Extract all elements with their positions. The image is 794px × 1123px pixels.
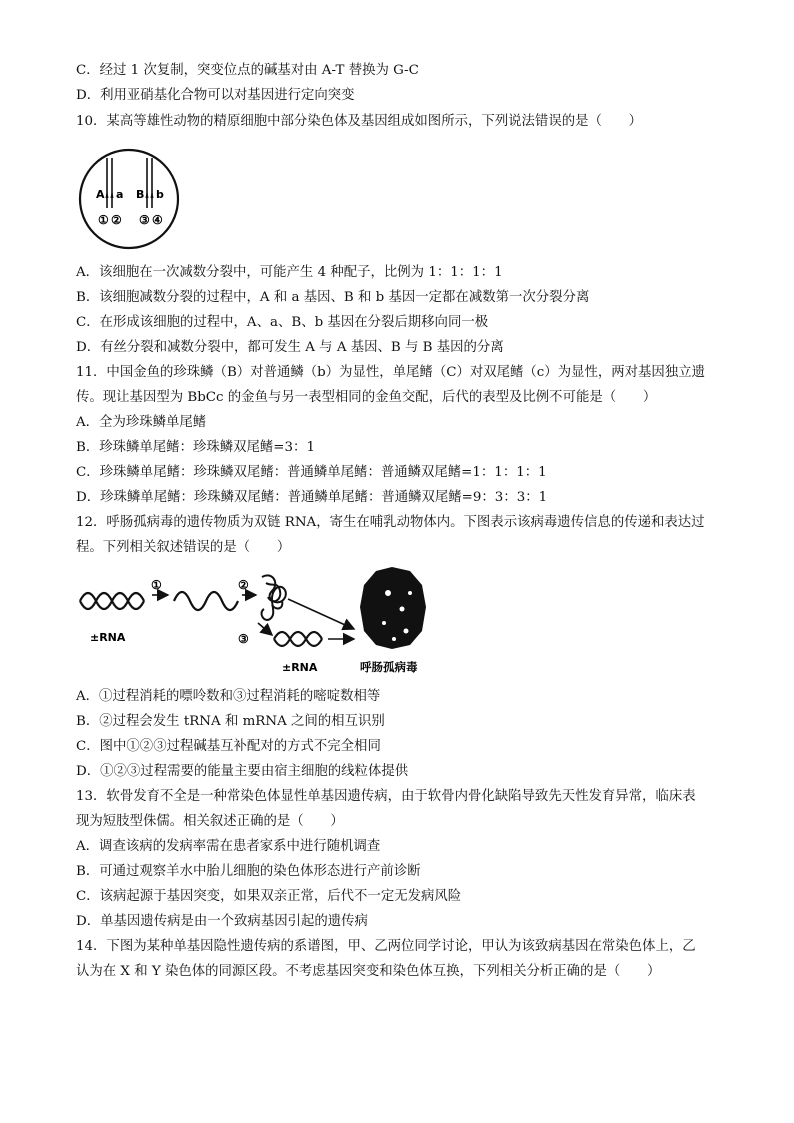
q10-option-b: B．该细胞减数分裂的过程中，A 和 a 基因、B 和 b 基因一定都在减数第一次分裂分离 — [76, 290, 590, 305]
rna-label-left: ±RNA — [90, 631, 126, 644]
gene-a-label: a — [116, 188, 124, 201]
q12-stem-line1: 12．呼肠孤病毒的遗传物质为双链 RNA，寄生在哺乳动物体内。下图表示该病毒遗传信息的传递和表达过 — [76, 515, 705, 530]
q10-option-a: A．该细胞在一次减数分裂中，可能产生 4 种配子，比例为 1：1：1：1 — [76, 265, 503, 280]
double-strand-rna-left — [80, 593, 144, 609]
q12-option-d: D．①②③过程需要的能量主要由宿主细胞的线粒体提供 — [76, 764, 409, 779]
q9-option-c: C．经过 1 次复制，突变位点的碱基对由 A-T 替换为 G-C — [76, 63, 419, 78]
step-1-label: ① — [151, 578, 162, 592]
q11-option-a: A．全为珍珠鳞单尾鳍 — [76, 415, 207, 430]
q13-option-d: D．单基因遗传病是由一个致病基因引起的遗传病 — [76, 914, 368, 929]
single-strand-rna — [174, 592, 238, 610]
step-2-label: ② — [238, 578, 249, 592]
q13-option-c: C．该病起源于基因突变，如果双亲正常，后代不一定无发病风险 — [76, 889, 462, 904]
q11-option-d: D．珍珠鳞单尾鳍：珍珠鳞双尾鳍：普通鳞单尾鳍：普通鳞双尾鳍=9：3：3：1 — [76, 490, 548, 505]
q13-stem-line2: 现为短肢型侏儒。相关叙述正确的是（ ） — [76, 814, 344, 829]
q11-stem-line1: 11．中国金鱼的珍珠鳞（B）对普通鳞（b）为显性，单尾鳍（C）对双尾鳍（c）为显性，两对基因独立遗 — [76, 365, 705, 380]
q13-option-a: A．调查该病的发病率需在患者家系中进行随机调查 — [76, 839, 381, 854]
virus-icon — [360, 567, 426, 649]
protein-icon — [262, 575, 286, 620]
rna-label-bottom: ±RNA — [282, 661, 318, 674]
q14-stem-line1: 14．下图为某种单基因隐性遗传病的系谱图，甲、乙两位同学讨论，甲认为该致病基因在常染色体上，乙 — [76, 939, 696, 954]
q13-stem-line1: 13．软骨发育不全是一种常染色体显性单基因遗传病，由于软骨内骨化缺陷导致先天性发育异常，临床表 — [76, 789, 696, 804]
q10-cell-figure — [76, 144, 186, 254]
chromosome-num-2: ② — [111, 213, 122, 227]
q12-option-b: B．②过程会发生 tRNA 和 mRNA 之间的相互识别 — [76, 714, 385, 729]
double-strand-rna-bottom — [274, 632, 322, 646]
arrow-step-3 — [258, 623, 272, 635]
q12-stem-line2: 程。下列相关叙述错误的是（ ） — [76, 540, 291, 555]
chromosome-num-3: ③ — [139, 213, 150, 227]
chromosome-num-4: ④ — [152, 213, 163, 227]
q11-option-b: B．珍珠鳞单尾鳍：珍珠鳞双尾鳍=3：1 — [76, 440, 315, 455]
q10-option-c: C．在形成该细胞的过程中，A、a、B、b 基因在分裂后期移向同一极 — [76, 315, 489, 330]
chromosome-num-1: ① — [98, 213, 109, 227]
q12-option-a: A．①过程消耗的嘌呤数和③过程消耗的嘧啶数相等 — [76, 689, 381, 704]
gene-b-label: b — [156, 188, 164, 201]
virus-label: 呼肠孤病毒 — [360, 660, 418, 674]
q9-option-d: D．利用亚硝基化合物可以对基因进行定向突变 — [76, 88, 355, 103]
q10-option-d: D．有丝分裂和减数分裂中，都可发生 A 与 A 基因、B 与 B 基因的分离 — [76, 340, 504, 355]
q13-option-b: B．可通过观察羊水中胎儿细胞的染色体形态进行产前诊断 — [76, 864, 421, 879]
q11-option-c: C．珍珠鳞单尾鳍：珍珠鳞双尾鳍：普通鳞单尾鳍：普通鳞双尾鳍=1：1：1：1 — [76, 465, 547, 480]
gene-B-label: B — [136, 188, 145, 201]
arrow-protein-to-virus — [288, 599, 354, 629]
q10-stem: 10．某高等雄性动物的精原细胞中部分染色体及基因组成如图所示，下列说法错误的是（ ） — [76, 114, 643, 129]
q14-stem-line2: 认为在 X 和 Y 染色体的同源区段。不考虑基因突变和染色体互换，下列相关分析正确的是（ ） — [76, 964, 661, 979]
q11-stem-line2: 传。现让基因型为 BbCc 的金鱼与另一表型相同的金鱼交配，后代的表型及比例不可能是（ ） — [76, 390, 657, 405]
gene-A-label: A — [96, 188, 105, 201]
step-3-label: ③ — [238, 632, 249, 646]
q12-option-c: C．图中①②③过程碱基互补配对的方式不完全相同 — [76, 739, 381, 754]
q12-virus-figure — [76, 563, 436, 683]
